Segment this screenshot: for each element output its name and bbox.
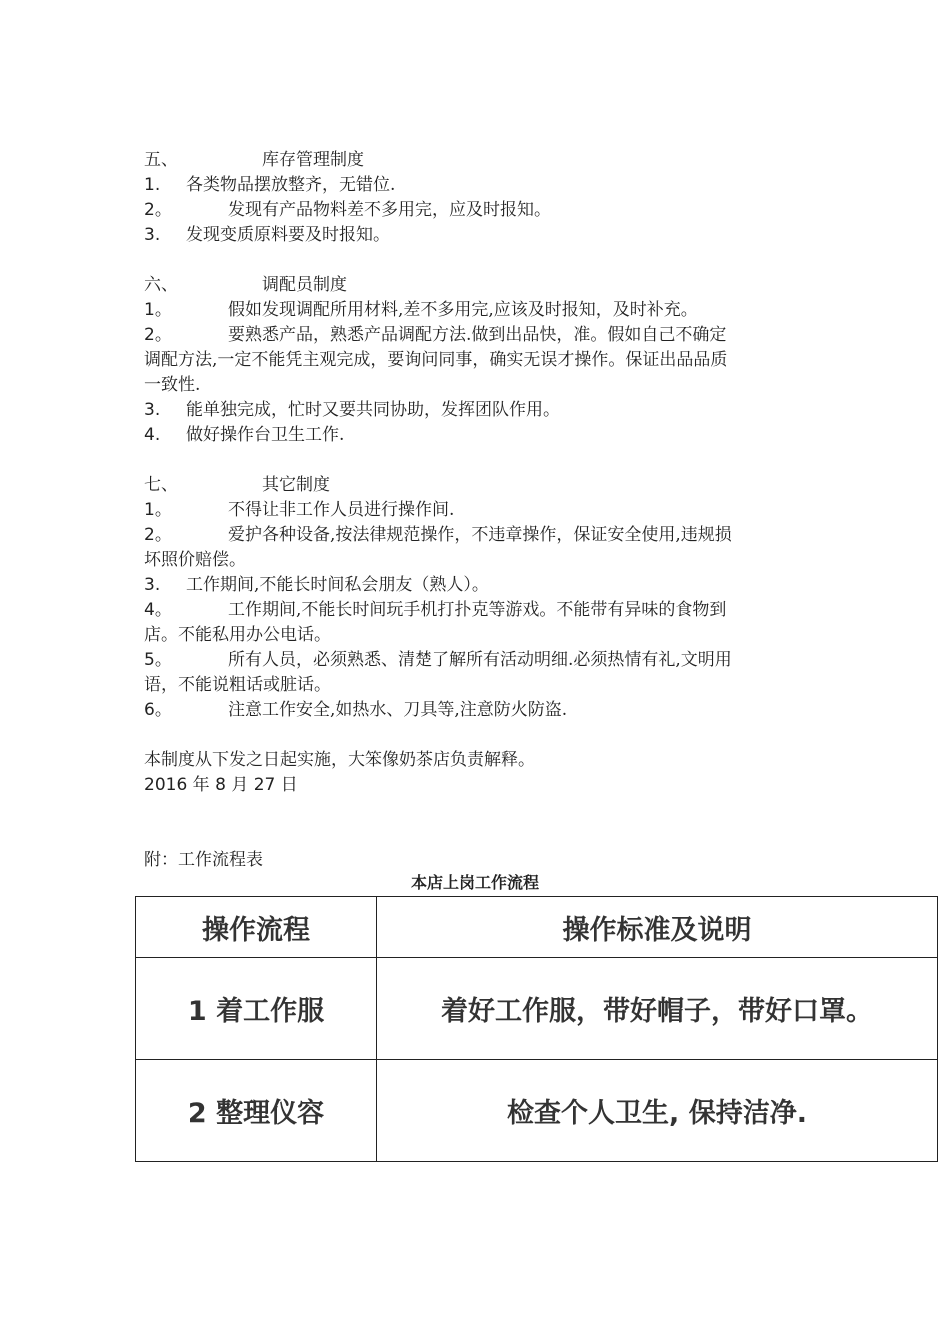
item-number: 6。 xyxy=(144,700,172,720)
table-row xyxy=(136,958,938,1060)
item-text: 各类物品摆放整齐，无错位. xyxy=(186,175,396,195)
heading-number: 六、 xyxy=(144,275,178,295)
table-title: 本店上岗工作流程 xyxy=(410,873,539,892)
item-number: 3. xyxy=(144,400,161,420)
item-text: 能单独完成，忙时又要共同协助，发挥团队作用。 xyxy=(186,400,560,420)
item-text: 假如发现调配所用材料,差不多用完,应该及时报知，及时补充。 xyxy=(228,300,698,320)
item-number: 3. xyxy=(144,575,161,595)
heading-text: 调配员制度 xyxy=(262,275,347,295)
list-item-continuation: 店。不能私用办公电话。 xyxy=(144,625,331,645)
list-item xyxy=(144,523,824,548)
heading-number: 七、 xyxy=(144,475,178,495)
date-year-unit: 年 xyxy=(192,775,210,795)
list-item-continuation: 调配方法,一定不能凭主观完成，要询问同事，确实无误才操作。保证出品品质 xyxy=(144,350,728,370)
item-text: 工作期间,不能长时间玩手机打扑克等游戏。不能带有异味的食物到 xyxy=(228,600,727,620)
list-item xyxy=(144,698,824,723)
list-item xyxy=(144,398,824,423)
item-text: 发现变质原料要及时报知。 xyxy=(186,225,390,245)
workflow-table xyxy=(135,896,938,1162)
date-day-unit: 日 xyxy=(280,775,298,795)
item-number: 5。 xyxy=(144,650,172,670)
item-text: 所有人员，必须熟悉、清楚了解所有活动明细.必须热情有礼,文明用 xyxy=(228,650,732,670)
table-row xyxy=(136,1060,938,1162)
document-footer xyxy=(144,748,824,798)
table-header-row xyxy=(136,897,938,958)
cell-step: 2 整理仪容 xyxy=(136,1060,377,1162)
item-number: 2。 xyxy=(144,200,172,220)
item-text: 发现有产品物料差不多用完，应及时报知。 xyxy=(228,200,551,220)
item-text: 不得让非工作人员进行操作间. xyxy=(228,500,455,520)
document-body xyxy=(144,148,824,798)
item-text: 做好操作台卫生工作. xyxy=(186,425,345,445)
date-month: 8 xyxy=(215,775,226,795)
footer-date xyxy=(144,773,824,798)
list-item xyxy=(144,173,824,198)
list-item xyxy=(144,298,824,323)
cell-description: 着好工作服，带好帽子，带好口罩。 xyxy=(377,958,938,1060)
item-number: 2。 xyxy=(144,325,172,345)
list-item xyxy=(144,323,824,348)
section-other-rules xyxy=(144,473,824,723)
list-item-continuation: 一致性. xyxy=(144,375,201,395)
item-text: 注意工作安全,如热水、刀具等,注意防火防盗. xyxy=(228,700,568,720)
column-header-step: 操作流程 xyxy=(136,897,377,958)
item-text: 爱护各种设备,按法律规范操作，不违章操作，保证安全使用,违规损 xyxy=(228,525,732,545)
list-item xyxy=(144,423,824,448)
list-item-continuation: 语，不能说粗话或脏话。 xyxy=(144,675,331,695)
heading-text: 其它制度 xyxy=(262,475,330,495)
section-heading xyxy=(144,148,824,173)
section-inventory xyxy=(144,148,824,248)
date-day: 27 xyxy=(253,775,276,795)
item-text: 工作期间,不能长时间私会朋友（熟人）。 xyxy=(186,575,489,595)
appendix-label: 附：工作流程表 xyxy=(144,850,263,870)
item-number: 4。 xyxy=(144,600,172,620)
list-item-continuation: 坏照价赔偿。 xyxy=(144,550,246,570)
list-item xyxy=(144,598,824,623)
heading-text: 库存管理制度 xyxy=(262,150,364,170)
list-item xyxy=(144,198,824,223)
item-number: 1。 xyxy=(144,500,172,520)
section-mixer-rules xyxy=(144,273,824,448)
cell-step: 1 着工作服 xyxy=(136,958,377,1060)
item-number: 3. xyxy=(144,225,161,245)
list-item xyxy=(144,648,824,673)
list-item xyxy=(144,498,824,523)
column-header-description: 操作标准及说明 xyxy=(377,897,938,958)
item-number: 2。 xyxy=(144,525,172,545)
item-number: 1。 xyxy=(144,300,172,320)
section-heading xyxy=(144,473,824,498)
heading-number: 五、 xyxy=(144,150,178,170)
date-year: 2016 xyxy=(144,775,188,795)
list-item xyxy=(144,223,824,248)
date-month-unit: 月 xyxy=(231,775,249,795)
cell-description: 检查个人卫生, 保持洁净. xyxy=(377,1060,938,1162)
section-heading xyxy=(144,273,824,298)
list-item xyxy=(144,573,824,598)
item-text: 要熟悉产品，熟悉产品调配方法.做到出品快，准。假如自己不确定 xyxy=(228,325,727,345)
item-number: 4. xyxy=(144,425,161,445)
footer-statement: 本制度从下发之日起实施，大笨像奶茶店负责解释。 xyxy=(144,750,535,770)
item-number: 1. xyxy=(144,175,161,195)
